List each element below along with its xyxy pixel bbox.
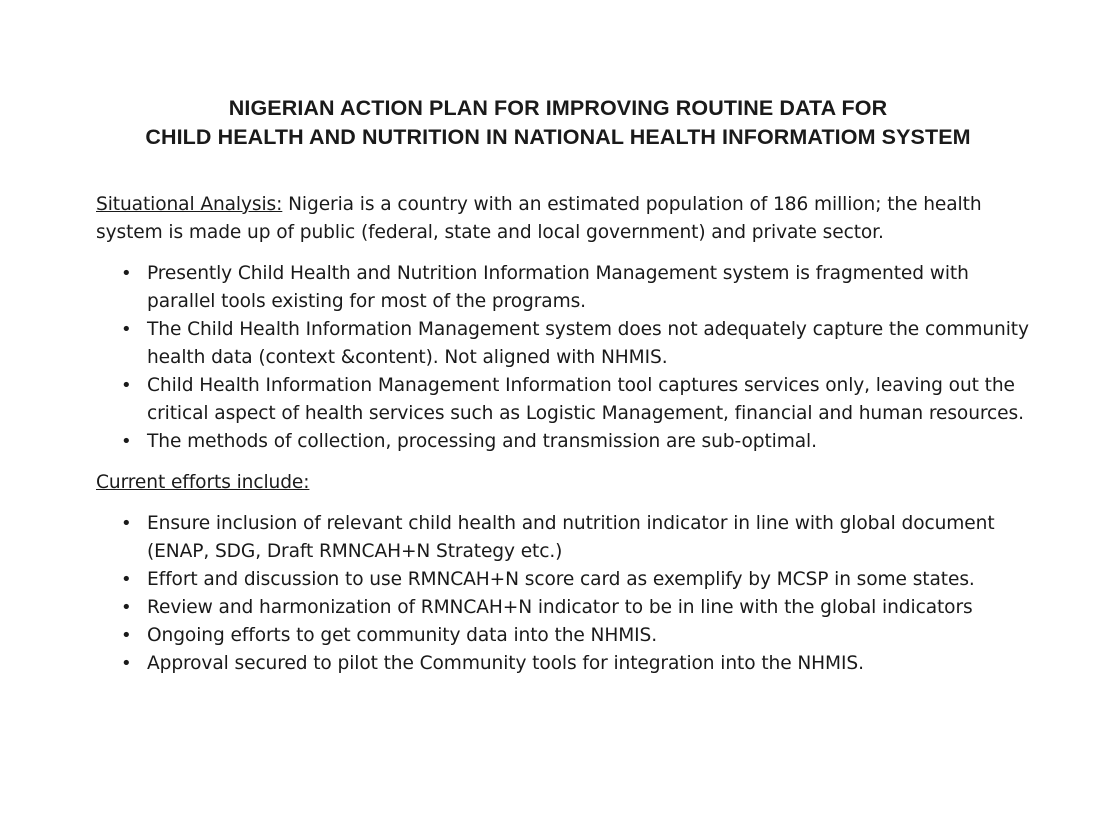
title-line-2: CHILD HEALTH AND NUTRITION IN NATIONAL HEALTH INFORMATIOM SYSTEM	[145, 125, 971, 149]
list-item-text: Effort and discussion to use RMNCAH+N score card as exemplify by MCSP in some states.	[147, 569, 975, 590]
bullet-icon: •	[121, 653, 132, 674]
list-item	[96, 260, 1036, 316]
bullet-icon: •	[121, 319, 132, 340]
list-item-text: Ensure inclusion of relevant child health and nutrition indicator in line with global document (ENAP, SDG, Draft RMNCAH+N Strategy etc.)	[147, 513, 995, 562]
bullet-icon: •	[121, 263, 132, 284]
bullet-icon: •	[121, 513, 132, 534]
list-item	[96, 372, 1036, 428]
current-efforts-paragraph	[96, 469, 1036, 497]
bullet-icon: •	[121, 375, 132, 396]
list-item	[96, 566, 1036, 594]
list-item	[96, 650, 1036, 678]
list-item	[96, 428, 1036, 456]
list-item-text: Approval secured to pilot the Community tools for integration into the NHMIS.	[147, 653, 864, 674]
bullet-icon: •	[121, 625, 132, 646]
list-item	[96, 316, 1036, 372]
situational-bullet-list	[96, 260, 1036, 456]
list-item-text: Child Health Information Management Information tool captures services only, leaving out the critical aspect of health services such as Logistic Management, financial and human resources.	[147, 375, 1024, 424]
list-item-text: Presently Child Health and Nutrition Information Management system is fragmented with parallel tools existing for most of the programs.	[147, 263, 969, 312]
current-efforts-heading: Current efforts include:	[96, 472, 310, 493]
document-body	[96, 191, 1036, 678]
list-item	[96, 594, 1036, 622]
bullet-icon: •	[121, 431, 132, 452]
list-item-text: Review and harmonization of RMNCAH+N indicator to be in line with the global indicators	[147, 597, 973, 618]
list-item	[96, 622, 1036, 650]
title-line-1: NIGERIAN ACTION PLAN FOR IMPROVING ROUTINE DATA FOR	[228, 96, 888, 120]
page-title	[0, 94, 1116, 152]
list-item-text: Ongoing efforts to get community data into the NHMIS.	[147, 625, 658, 646]
bullet-icon: •	[121, 569, 132, 590]
current-efforts-bullet-list	[96, 510, 1036, 678]
bullet-icon: •	[121, 597, 132, 618]
situational-analysis-text: Nigeria is a country with an estimated population of 186 million; the health system is made up of public (federal, state and local government) and private sector.	[96, 194, 982, 243]
situational-analysis-heading: Situational Analysis:	[96, 194, 283, 215]
situational-analysis-paragraph	[96, 191, 1036, 247]
list-item	[96, 510, 1036, 566]
list-item-text: The methods of collection, processing and transmission are sub-optimal.	[147, 431, 817, 452]
list-item-text: The Child Health Information Management system does not adequately capture the community health data (context &content). Not aligned with NHMIS.	[147, 319, 1029, 368]
